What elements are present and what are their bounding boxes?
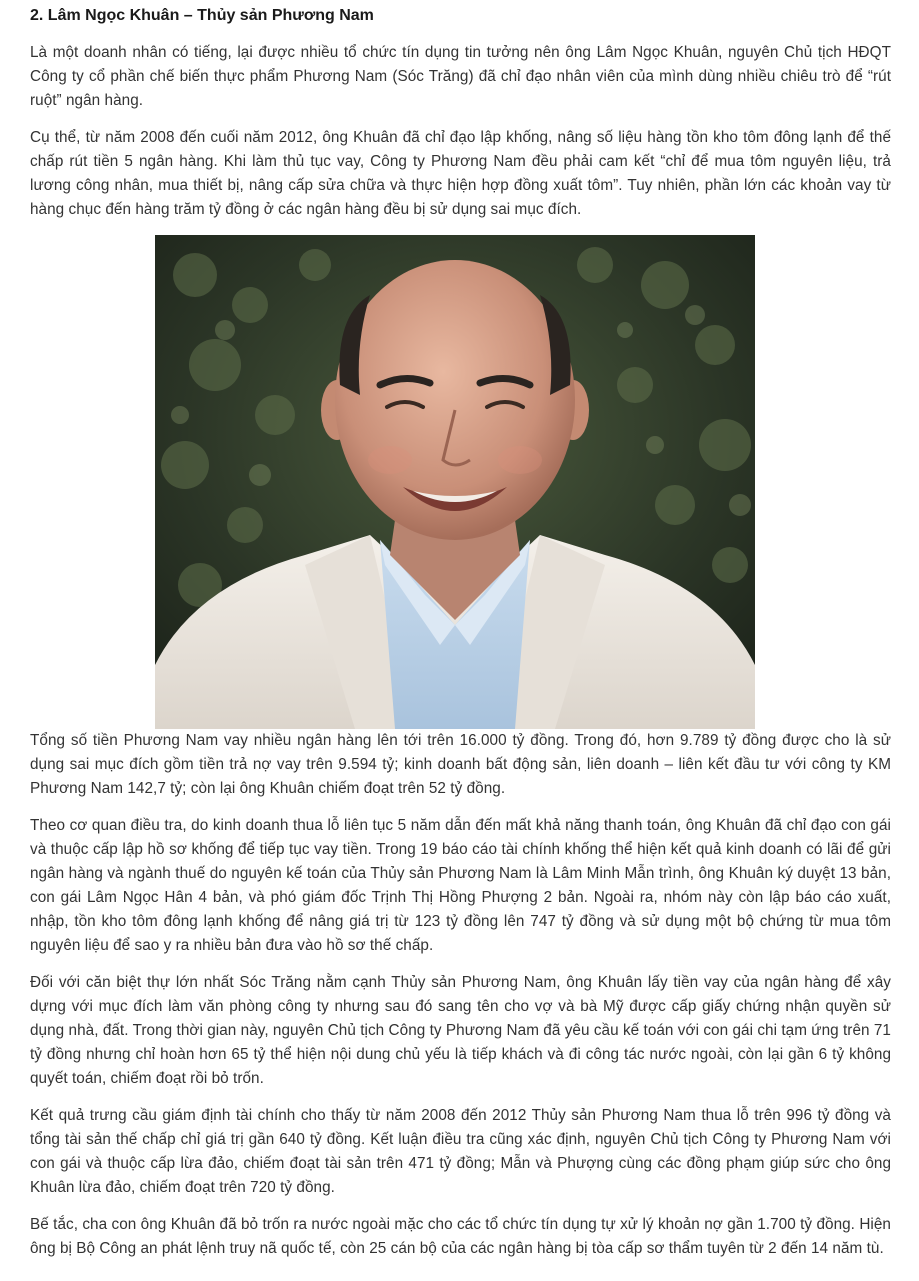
section-heading: 2. Lâm Ngọc Khuân – Thủy sản Phương Nam [30,7,374,24]
portrait-photo [155,235,755,729]
paragraph: Cụ thể, từ năm 2008 đến cuối năm 2012, ông Khuân đã chỉ đạo lập khống, nâng số liệu hàng tồn kho tôm đông lạnh để thế chấp rút tiền 5 ngân hàng. Khi làm thủ tục vay, Công ty Phương Nam đều phải cam kết “chỉ để mua tôm nguyên liệu, trả lương công nhân, mua thiết bị, nâng cấp sửa chữa và thực hiện hợp đồng xuất tôm”. Tuy nhiên, phần lớn các khoản vay từ hàng chục đến hàng trăm tỷ đồng ở các ngân hàng đều bị sử dụng sai mục đích. [30,129,891,218]
paragraph: Bế tắc, cha con ông Khuân đã bỏ trốn ra nước ngoài mặc cho các tổ chức tín dụng tự xử lý khoản nợ gần 1.700 tỷ đồng. Hiện ông bị Bộ Công an phát lệnh truy nã quốc tế, còn 25 cán bộ của các ngân hàng bị tòa cấp sơ thẩm tuyên từ 2 đến 14 năm tù. [30,1216,891,1257]
paragraph: Đối với căn biệt thự lớn nhất Sóc Trăng nằm cạnh Thủy sản Phương Nam, ông Khuân lấy tiền vay của ngân hàng để xây dựng với mục đích làm văn phòng công ty nhưng sau đó sang tên cho vợ và bà Mỹ được cấp giấy chứng nhận quyền sử dụng nhà, đất. Trong thời gian này, nguyên Chủ tịch Công ty Phương Nam đã yêu cầu kế toán với con gái chi tạm ứng trên 71 tỷ đồng nhưng chỉ hoàn hơn 65 tỷ thể hiện nội dung chủ yếu là tiếp khách và đi công tác nước ngoài, còn lại gần 6 tỷ không quyết toán, chiếm đoạt rồi bỏ trốn. [30,974,891,1087]
paragraph: Theo cơ quan điều tra, do kinh doanh thua lỗ liên tục 5 năm dẫn đến mất khả năng thanh toán, ông Khuân đã chỉ đạo con gái và thuộc cấp lập hồ sơ khống để tiếp tục vay tiền. Trong 19 báo cáo tài chính khống thể hiện kết quả kinh doanh có lãi để gửi ngân hàng và ngành thuế do nguyên kế toán của Thủy sản Phương Nam là Lâm Minh Mẫn trình, ông Khuân ký duyệt 13 bản, con gái Lâm Ngọc Hân 4 bản, và phó giám đốc Trịnh Thị Hồng Phượng 2 bản. Ngoài ra, nhóm này còn lập báo cáo xuất, nhập, tồn kho tôm đông lạnh khống để nâng giá trị từ 123 tỷ đồng lên 747 tỷ đồng và sử dụng một bộ chứng từ mua tôm nguyên liệu để sao y ra nhiều bản đưa vào hồ sơ thế chấp. [30,817,891,954]
portrait-illustration [155,235,755,729]
paragraph: Kết quả trưng cầu giám định tài chính cho thấy từ năm 2008 đến 2012 Thủy sản Phương Nam thua lỗ trên 996 tỷ đồng và tổng tài sản thế chấp chỉ giá trị gần 640 tỷ đồng. Kết luận điều tra cũng xác định, nguyên Chủ tịch Công ty Phương Nam với con gái và thuộc cấp lừa đảo, chiếm đoạt tài sản trên 471 tỷ đồng; Mẫn và Phượng cùng các đồng phạm giúp sức cho ông Khuân lừa đảo, chiếm đoạt trên 720 tỷ đồng. [30,1107,891,1196]
paragraph: Tổng số tiền Phương Nam vay nhiều ngân hàng lên tới trên 16.000 tỷ đồng. Trong đó, hơn 9.789 tỷ đồng được cho là sử dụng sai mục đích gồm tiền trả nợ vay trên 9.594 tỷ; kinh doanh bất động sản, liên doanh – liên kết đầu tư với công ty KM Phương Nam 142,7 tỷ; còn lại ông Khuân chiếm đoạt trên 52 tỷ đồng. [30,732,891,797]
paragraph: Là một doanh nhân có tiếng, lại được nhiều tổ chức tín dụng tin tưởng nên ông Lâm Ngọc Khuân, nguyên Chủ tịch HĐQT Công ty cổ phần chế biến thực phẩm Phương Nam (Sóc Trăng) đã chỉ đạo nhân viên của mình dùng nhiều chiêu trò để “rút ruột” ngân hàng. [30,44,891,109]
